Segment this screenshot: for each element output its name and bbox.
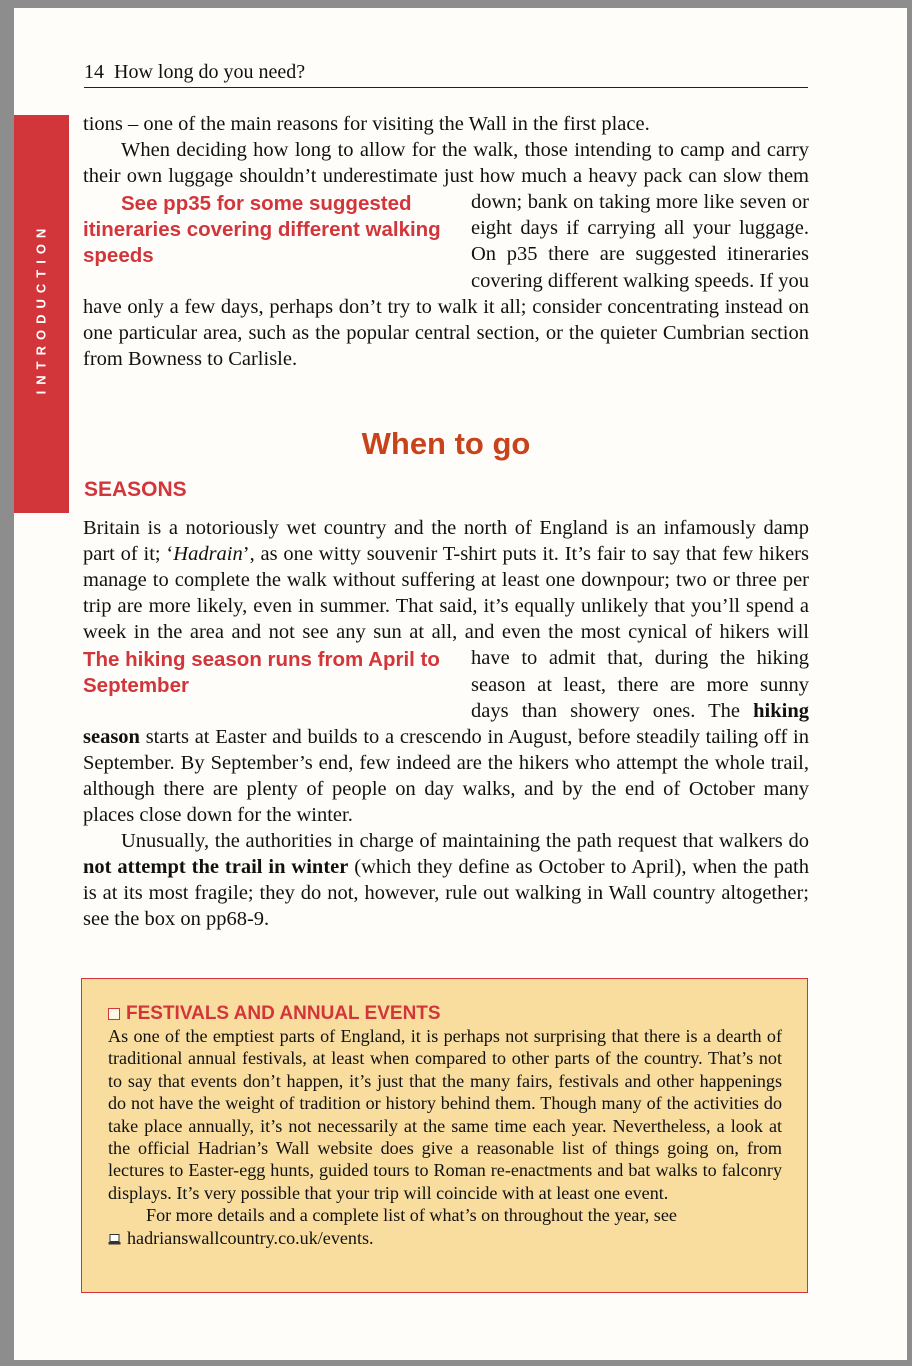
side-tab-label: INTRODUCTION xyxy=(33,222,49,395)
festivals-box xyxy=(81,978,808,1293)
seasons-text-block xyxy=(83,515,809,933)
winter-paragraph: Unusually, the authorities in charge of maintaining the path request that walkers do not attempt the trail in winter (which they define as October to April), when the path is at its most fragile; they do not, however, rule out walking in Wall country altogether; see the box on pp68-9. xyxy=(83,830,809,931)
book-page xyxy=(14,8,907,1360)
festivals-box-title: FESTIVALS AND ANNUAL EVENTS xyxy=(108,1002,782,1025)
computer-icon xyxy=(108,1234,121,1245)
chapter-title: How long do you need? xyxy=(114,61,306,83)
section-title: When to go xyxy=(361,426,531,461)
continued-paragraph: tions – one of the main reasons for visiting the Wall in the first place. xyxy=(83,113,650,135)
running-header xyxy=(84,59,808,88)
seasons-subhead: SEASONS xyxy=(84,478,187,501)
section-side-tab xyxy=(14,115,69,513)
events-link[interactable]: hadrianswallcountry.co.uk/events. xyxy=(127,1227,374,1248)
margin-note-itineraries: See pp35 for some suggested itineraries covering different walking speeds xyxy=(83,192,441,268)
seasons-paragraph: Britain is a notoriously wet country and the north of England is an infamously damp part of it; ‘Hadrain’, as one witty souvenir T-shirt puts it. It’s fair to say that few hikers manage to complete the walk without suffering at least one downpour; two or three per trip are more likely, even in summer. That said, it’s equally unlikely that you’ll spend a week in the area and not see any sun at all, and even the most cynical of hikers will have to admit that, during the hiking The hiking season runs from April to September season at least, there are more sunny days than showery ones. The hiking season starts at Easter and builds to a crescendo in August, before steadily tailing off in September. By September’s end, few indeed are the hikers who attempt the whole trail, although there are plenty of people on day walks, and by the end of October many places close down for the winter. xyxy=(83,517,809,827)
duration-paragraph: When deciding how long to allow for the walk, those intending to camp and carry their own luggage shouldn’t underestimate just how much a heavy pack See pp35 for some suggested itineraries covering different walking speeds can slow them down; bank on taking more like seven or eight days if carrying all your luggage. On p35 there are suggested itineraries covering different walking speeds. If you have only a few days, perhaps don’t try to walk it all; consider concentrating instead on one particular area, such as the popular central section, or the quieter Cumbrian section from Bowness to Carlisle. xyxy=(83,139,809,370)
page-number: 14 xyxy=(84,61,104,83)
festivals-more-info: For more details and a complete list of what’s on throughout the year, see hadrianswallcountry.co.uk/events. xyxy=(108,1204,782,1249)
checkbox-icon xyxy=(108,1008,120,1020)
intro-text-block xyxy=(83,111,809,372)
festivals-box-text: As one of the emptiest parts of England, it is perhaps not surprising that there is a dearth of traditional annual festivals, at least when compared to other parts of the country. That’s not to say that events don’t happen, it’s just that the many fairs, festivals and other happenings do not have the weight of tradition or history behind them. Though many of the activities do take place annually, it’s not necessarily at the same time each year. Nevertheless, a look at the official Hadrian’s Wall website does give a reasonable list of things going on, from lectures to Easter-egg hunts, guided tours to Roman re-enactments and bat walks to falconry displays. It’s very possible that your trip will coincide with at least one event. xyxy=(108,1026,782,1203)
margin-note-hiking-season: The hiking season runs from April to September xyxy=(83,648,440,698)
